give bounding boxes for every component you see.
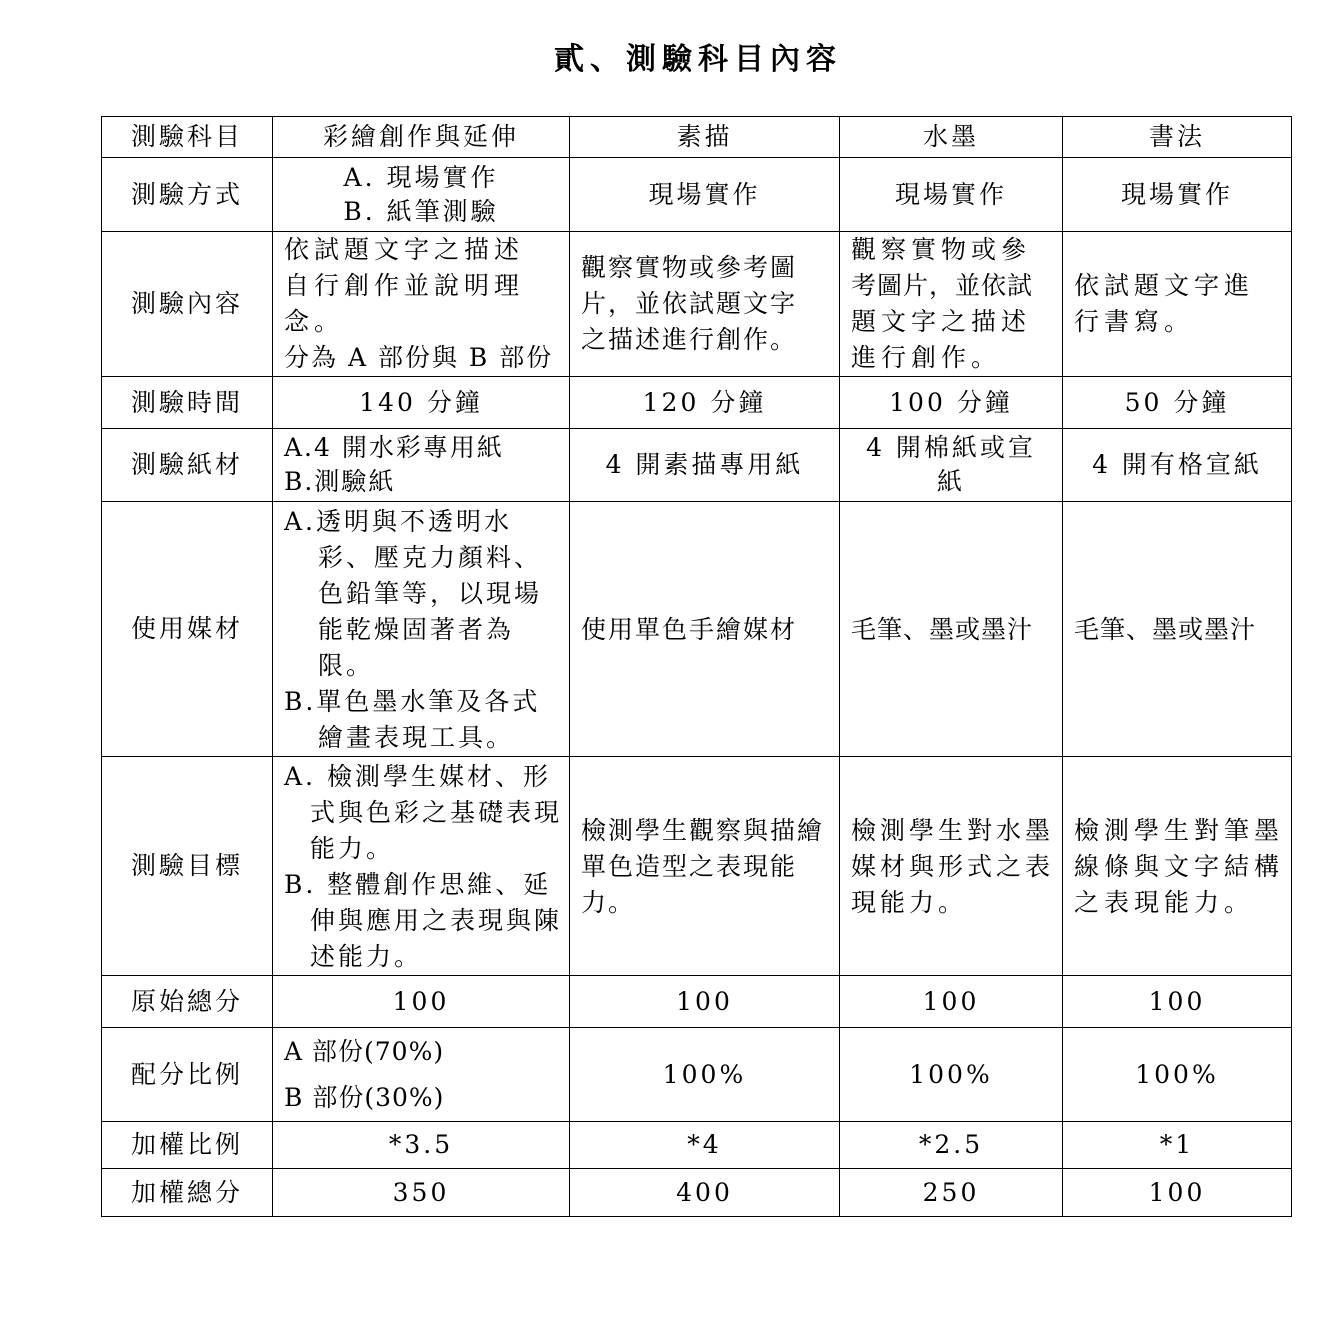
cell-method-ink-wash: 現場實作 <box>840 158 1063 232</box>
cell-media-calligraphy: 毛筆、墨或墨汁 <box>1063 502 1292 757</box>
table-row-paper <box>102 429 1292 502</box>
cell-time-painting: 140 分鐘 <box>273 377 570 429</box>
subject-header-painting: 彩繪創作與延伸 <box>273 117 570 158</box>
cell-media-sketch: 使用單色手繪媒材 <box>570 502 840 757</box>
cell-goal-painting <box>273 757 570 976</box>
cell-paper-ink-wash <box>840 429 1063 502</box>
table-row-raw-score <box>102 976 1292 1028</box>
ratio-line: B 部份(30%) <box>284 1082 445 1112</box>
ratio-line: A 部份(70%) <box>284 1036 445 1066</box>
media-item: B.單色墨水筆及各式繪畫表現工具。 <box>284 687 541 752</box>
paper-line: B.測驗紙 <box>284 467 396 496</box>
table-row-weight <box>102 1122 1292 1169</box>
cell-ratio-sketch: 100% <box>570 1028 840 1122</box>
content-line: 考圖片，並依試 <box>851 271 1034 300</box>
content-line: 進行創作。 <box>851 343 1002 372</box>
content-line: 題文字之描述 <box>851 307 1032 336</box>
paper-line: 紙 <box>936 467 965 496</box>
table-row-time <box>102 377 1292 429</box>
cell-weighted-total-painting: 350 <box>273 1169 570 1217</box>
content-line: 念。 <box>284 307 345 336</box>
content-line: 行書寫。 <box>1074 307 1195 336</box>
method-line: B. 紙筆測驗 <box>343 196 499 226</box>
row-label-weight: 加權比例 <box>102 1122 273 1169</box>
cell-content-calligraphy <box>1063 232 1292 377</box>
cell-goal-calligraphy: 檢測學生對筆墨線條與文字結構之表現能力。 <box>1063 757 1292 976</box>
cell-weighted-total-calligraphy: 100 <box>1063 1169 1292 1217</box>
cell-raw-score-painting: 100 <box>273 976 570 1028</box>
cell-ratio-ink-wash: 100% <box>840 1028 1063 1122</box>
cell-content-painting <box>273 232 570 377</box>
table-row-content <box>102 232 1292 377</box>
cell-raw-score-calligraphy: 100 <box>1063 976 1292 1028</box>
method-line: A. 現場實作 <box>343 162 499 192</box>
cell-time-calligraphy: 50 分鐘 <box>1063 377 1292 429</box>
cell-method-sketch: 現場實作 <box>570 158 840 232</box>
content-line: 片，並依試題文字 <box>581 289 798 318</box>
cell-raw-score-sketch: 100 <box>570 976 840 1028</box>
content-line: 觀察實物或參考圖 <box>581 253 798 282</box>
content-line: 之描述進行創作。 <box>581 325 798 354</box>
cell-paper-sketch: 4 開素描專用紙 <box>570 429 840 502</box>
cell-weighted-total-ink-wash: 250 <box>840 1169 1063 1217</box>
table-row-weighted-total <box>102 1169 1292 1217</box>
cell-weight-sketch: *4 <box>570 1122 840 1169</box>
row-label-ratio: 配分比例 <box>102 1028 273 1122</box>
cell-media-painting <box>273 502 570 757</box>
cell-method-painting <box>273 158 570 232</box>
cell-weight-ink-wash: *2.5 <box>840 1122 1063 1169</box>
paper-line: A.4 開水彩專用紙 <box>284 433 504 462</box>
cell-paper-calligraphy: 4 開有格宣紙 <box>1063 429 1292 502</box>
row-label-media: 使用媒材 <box>102 502 273 757</box>
paper-line: 4 開棉紙或宣 <box>866 433 1036 462</box>
row-label-weighted-total: 加權總分 <box>102 1169 273 1217</box>
cell-goal-sketch: 檢測學生觀察與描繪單色造型之表現能力。 <box>570 757 840 976</box>
cell-content-sketch <box>570 232 840 377</box>
cell-media-ink-wash: 毛筆、墨或墨汁 <box>840 502 1063 757</box>
row-label-subject: 測驗科目 <box>102 117 273 158</box>
subject-header-calligraphy: 書法 <box>1063 117 1292 158</box>
cell-time-ink-wash: 100 分鐘 <box>840 377 1063 429</box>
cell-goal-ink-wash: 檢測學生對水墨媒材與形式之表現能力。 <box>840 757 1063 976</box>
content-line: 自行創作並說明理 <box>284 271 525 300</box>
cell-weight-calligraphy: *1 <box>1063 1122 1292 1169</box>
cell-weight-painting: *3.5 <box>273 1122 570 1169</box>
cell-ratio-painting <box>273 1028 570 1122</box>
table-row-ratio <box>102 1028 1292 1122</box>
row-label-method: 測驗方式 <box>102 158 273 232</box>
cell-content-ink-wash <box>840 232 1063 377</box>
media-item: A.透明與不透明水彩、壓克力顏料、色鉛筆等，以現場能乾燥固著者為限。 <box>284 507 543 680</box>
table-row-goal <box>102 757 1292 976</box>
cell-paper-painting <box>273 429 570 502</box>
content-line: 依試題文字進 <box>1074 271 1255 300</box>
row-label-paper: 測驗紙材 <box>102 429 273 502</box>
row-label-content: 測驗內容 <box>102 232 273 377</box>
cell-method-calligraphy: 現場實作 <box>1063 158 1292 232</box>
goal-item: A. 檢測學生媒材、形式與色彩之基礎表現能力。 <box>284 762 563 863</box>
cell-raw-score-ink-wash: 100 <box>840 976 1063 1028</box>
content-line: 依試題文字之描述 <box>284 235 525 264</box>
row-label-time: 測驗時間 <box>102 377 273 429</box>
table-row-method <box>102 158 1292 232</box>
content-line: 分為 A 部份與 B 部份 <box>284 343 554 372</box>
table-row-media <box>102 502 1292 757</box>
content-line: 觀察實物或參 <box>851 235 1032 264</box>
subject-header-sketch: 素描 <box>570 117 840 158</box>
row-label-raw-score: 原始總分 <box>102 976 273 1028</box>
subject-header-ink-wash: 水墨 <box>840 117 1063 158</box>
exam-subjects-table <box>101 116 1292 1217</box>
cell-ratio-calligraphy: 100% <box>1063 1028 1292 1122</box>
table-row-header <box>102 117 1292 158</box>
cell-time-sketch: 120 分鐘 <box>570 377 840 429</box>
goal-item: B. 整體創作思維、延伸與應用之表現與陳述能力。 <box>284 870 563 971</box>
cell-weighted-total-sketch: 400 <box>570 1169 840 1217</box>
row-label-goal: 測驗目標 <box>102 757 273 976</box>
page-title: 貳、測驗科目內容 <box>554 42 842 77</box>
